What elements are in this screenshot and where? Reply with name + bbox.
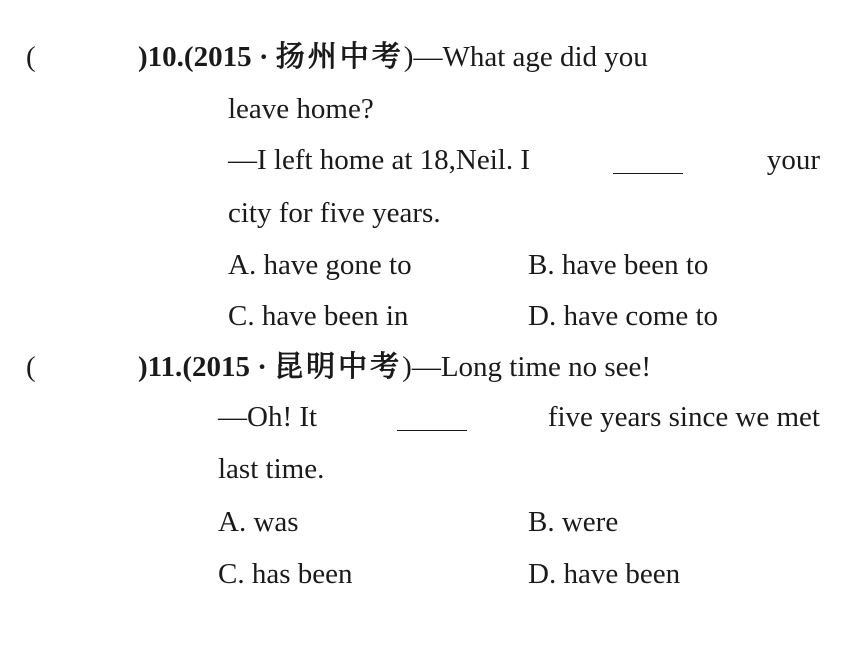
q10-source-open: (2015 · [183,41,276,73]
q11-reply-line [218,400,820,434]
answer-paren-q11: ( [26,351,36,383]
q11-answer-blank[interactable] [397,400,467,431]
q11-reply-b: five years since we met [547,401,820,433]
q10-header [138,40,648,74]
q11-option-c[interactable]: C. has been [218,558,353,590]
q10-option-a[interactable]: A. have gone to [228,249,412,281]
q10-option-c[interactable]: C. have been in [228,300,409,332]
q11-header [138,350,651,384]
q10-number: )10. [138,41,184,73]
q11-source-place: 昆明中考 [274,351,403,383]
q10-reply-line [228,143,820,177]
q11-number: )11. [138,351,183,383]
q10-reply-b: your [766,144,820,176]
q11-source-close: ) [402,351,412,383]
answer-paren-q10: ( [26,41,36,73]
q11-option-a[interactable]: A. was [218,506,299,538]
q10-reply-line2: city for five years. [228,197,441,229]
q11-stem-line1: —Long time no see! [411,351,652,383]
q11-source-open: (2015 · [182,351,275,383]
q10-stem-line1: —What age did you [413,41,648,73]
q11-option-b[interactable]: B. were [528,506,619,538]
q10-option-b[interactable]: B. have been to [528,249,709,281]
q10-answer-blank[interactable] [613,143,683,174]
q10-stem-line2: leave home? [228,93,374,125]
q10-reply-a: —I left home at 18,Neil. I [228,144,530,176]
q10-source-close: ) [403,41,414,73]
q10-source-place: 扬州中考 [275,41,404,73]
q11-reply-line2: last time. [218,453,325,485]
q11-reply-a: —Oh! It [218,401,318,433]
q10-option-d[interactable]: D. have come to [528,300,719,332]
q11-option-d[interactable]: D. have been [528,558,681,590]
